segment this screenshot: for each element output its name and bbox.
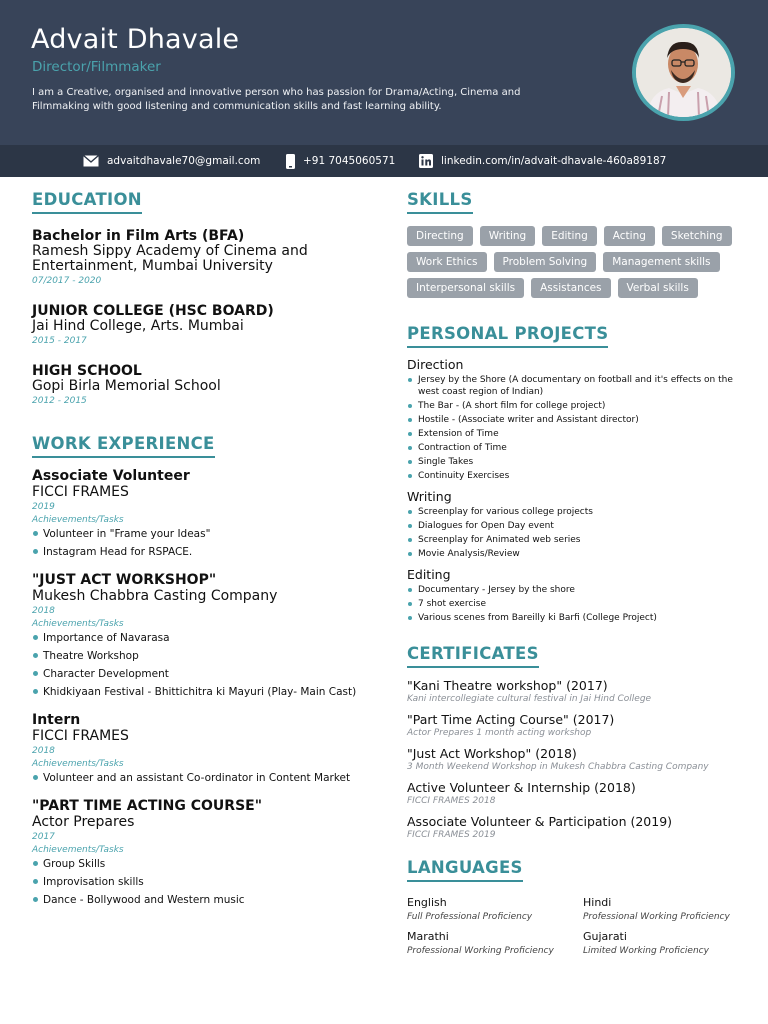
language-level: Limited Working Proficiency [583, 946, 709, 956]
language-name: Hindi [583, 896, 612, 909]
job-org: FICCI FRAMES [32, 484, 129, 500]
job-item [32, 468, 382, 561]
list-item: Various scenes from Bareilly ki Barfi (College Project) [407, 612, 742, 624]
job-year: 2017 [32, 832, 55, 842]
skill-chip: Work Ethics [407, 252, 487, 272]
task-list [32, 525, 382, 561]
job-role: "JUST ACT WORKSHOP" [32, 572, 217, 588]
language-item [583, 930, 759, 956]
project-group-title: Editing [407, 567, 451, 582]
dates: 07/2017 - 2020 [32, 276, 102, 286]
achievements-label: Achievements/Tasks [32, 845, 124, 855]
job-role: Associate Volunteer [32, 468, 190, 484]
skills-heading: SKILLS [407, 190, 473, 214]
certificate-desc: FICCI FRAMES 2019 [407, 830, 496, 840]
list-item: Single Takes [407, 456, 742, 468]
job-year: 2019 [32, 502, 55, 512]
skill-chip: Verbal skills [618, 278, 698, 298]
list-item: Dialogues for Open Day event [407, 520, 742, 532]
task-list [32, 855, 382, 909]
school: Ramesh Sippy Academy of Cinema and Entertainment, Mumbai University [32, 243, 308, 274]
project-list [407, 506, 742, 560]
list-item: Hostile - (Associate writer and Assistant director) [407, 414, 742, 426]
full-name: Advait Dhavale [31, 24, 240, 55]
degree: HIGH SCHOOL [32, 363, 142, 379]
certificate-item [407, 780, 742, 806]
resume-header [0, 0, 768, 145]
job-role: Intern [32, 712, 81, 728]
education-item [32, 303, 382, 346]
education-item [32, 363, 382, 406]
language-level: Full Professional Proficiency [407, 912, 533, 922]
language-name: English [407, 896, 447, 909]
language-item [583, 896, 759, 922]
list-item: Group Skills [32, 855, 382, 873]
certificate-desc: Actor Prepares 1 month acting workshop [407, 728, 592, 738]
work-experience-heading: WORK EXPERIENCE [32, 434, 215, 458]
certificate-name: Active Volunteer & Internship (2018) [407, 780, 636, 795]
certificate-name: "Kani Theatre workshop" (2017) [407, 678, 608, 693]
language-item [407, 896, 583, 922]
language-name: Gujarati [583, 930, 627, 943]
email-text: advaitdhavale70@gmail.com [107, 155, 261, 167]
linkedin-icon [419, 154, 433, 168]
contact-bar [0, 145, 768, 177]
job-org: Actor Prepares [32, 814, 135, 830]
school: Gopi Birla Memorial School [32, 378, 221, 394]
list-item: Improvisation skills [32, 873, 382, 891]
education-item [32, 228, 382, 286]
degree: JUNIOR COLLEGE (HSC BOARD) [32, 303, 274, 319]
skill-chip: Editing [542, 226, 597, 246]
skill-chip: Acting [604, 226, 655, 246]
profile-photo [632, 24, 735, 121]
certificate-item [407, 678, 742, 704]
list-item: Dance - Bollywood and Western music [32, 891, 382, 909]
list-item: Importance of Navarasa [32, 629, 382, 647]
list-item: Contraction of Time [407, 442, 742, 454]
school: Jai Hind College, Arts. Mumbai [32, 318, 244, 334]
list-item: Instagram Head for RSPACE. [32, 543, 382, 561]
right-column [407, 190, 742, 956]
job-year: 2018 [32, 746, 55, 756]
job-title: Director/Filmmaker [32, 59, 161, 75]
project-group-title: Writing [407, 489, 452, 504]
list-item: Jersey by the Shore (A documentary on football and it's effects on the west coast region of Indian) [407, 374, 742, 398]
list-item: Screenplay for Animated web series [407, 534, 742, 546]
language-name: Marathi [407, 930, 449, 943]
contact-phone[interactable] [286, 145, 395, 177]
list-item: Movie Analysis/Review [407, 548, 742, 560]
job-org: FICCI FRAMES [32, 728, 129, 744]
list-item: Khidkiyaan Festival - Bhittichitra ki Mayuri (Play- Main Cast) [32, 683, 382, 701]
list-item: Documentary - Jersey by the shore [407, 584, 742, 596]
list-item: 7 shot exercise [407, 598, 742, 610]
skill-chip: Sketching [662, 226, 732, 246]
languages-heading: LANGUAGES [407, 858, 523, 882]
certificate-item [407, 712, 742, 738]
phone-icon [286, 154, 295, 169]
job-role: "PART TIME ACTING COURSE" [32, 798, 263, 814]
certificates-heading: CERTIFICATES [407, 644, 539, 668]
language-level: Professional Working Proficiency [583, 912, 730, 922]
project-group-title: Direction [407, 357, 464, 372]
personal-projects-heading: PERSONAL PROJECTS [407, 324, 608, 348]
skill-chip: Problem Solving [494, 252, 597, 272]
certificate-name: "Part Time Acting Course" (2017) [407, 712, 615, 727]
envelope-icon [83, 155, 99, 167]
list-item: Character Development [32, 665, 382, 683]
list-item: Volunteer and an assistant Co-ordinator in Content Market [32, 769, 382, 787]
language-level: Professional Working Proficiency [407, 946, 554, 956]
project-group [407, 357, 742, 482]
dates: 2015 - 2017 [32, 336, 87, 346]
list-item: Theatre Workshop [32, 647, 382, 665]
skills-chips [407, 226, 742, 304]
contact-email[interactable] [83, 145, 260, 177]
profile-photo-illustration [636, 28, 731, 117]
list-item: Continuity Exercises [407, 470, 742, 482]
skill-chip: Directing [407, 226, 473, 246]
project-list [407, 374, 742, 482]
linkedin-text: linkedin.com/in/advait-dhavale-460a89187 [441, 155, 667, 167]
certificate-desc: Kani intercollegiate cultural festival in Jai Hind College [407, 694, 652, 704]
list-item: Volunteer in "Frame your Ideas" [32, 525, 382, 543]
skill-chip: Writing [480, 226, 536, 246]
project-group [407, 489, 742, 560]
certificate-item [407, 746, 742, 772]
list-item: The Bar - (A short film for college project) [407, 400, 742, 412]
task-list [32, 769, 382, 787]
job-item [32, 798, 382, 909]
left-column [32, 190, 382, 909]
project-list [407, 584, 742, 624]
education-heading: EDUCATION [32, 190, 142, 214]
profile-summary: I am a Creative, organised and innovative person who has passion for Drama/Acting, Cinema and Filmmaking with good listening and communication skills and fast learning ability. [32, 87, 521, 112]
skill-chip: Interpersonal skills [407, 278, 524, 298]
certificate-desc: FICCI FRAMES 2018 [407, 796, 496, 806]
certificate-name: "Just Act Workshop" (2018) [407, 746, 577, 761]
job-year: 2018 [32, 606, 55, 616]
dates: 2012 - 2015 [32, 396, 87, 406]
certificate-item [407, 814, 742, 840]
list-item: Screenplay for various college projects [407, 506, 742, 518]
achievements-label: Achievements/Tasks [32, 619, 124, 629]
certificate-desc: 3 Month Weekend Workshop in Mukesh Chabbra Casting Company [407, 762, 709, 772]
task-list [32, 629, 382, 701]
degree: Bachelor in Film Arts (BFA) [32, 228, 245, 244]
achievements-label: Achievements/Tasks [32, 759, 124, 769]
skill-chip: Assistances [531, 278, 610, 298]
job-item [32, 712, 382, 787]
language-item [407, 930, 583, 956]
contact-linkedin[interactable] [419, 145, 666, 177]
skill-chip: Management skills [603, 252, 719, 272]
list-item: Extension of Time [407, 428, 742, 440]
achievements-label: Achievements/Tasks [32, 515, 124, 525]
project-group [407, 567, 742, 624]
phone-text: +91 7045060571 [303, 155, 396, 167]
job-item [32, 572, 382, 701]
languages-grid [407, 896, 742, 956]
certificate-name: Associate Volunteer & Participation (2019) [407, 814, 673, 829]
job-org: Mukesh Chabbra Casting Company [32, 588, 278, 604]
